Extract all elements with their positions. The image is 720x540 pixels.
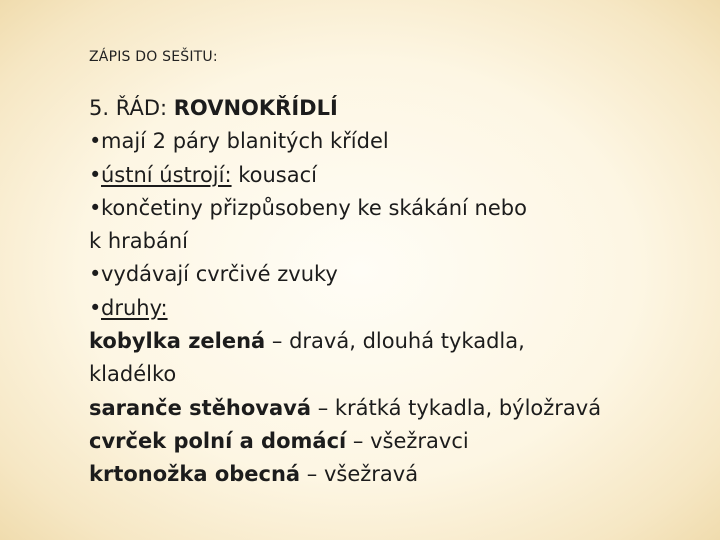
bullet-icon: • xyxy=(89,295,102,320)
bullet-text: kousací xyxy=(231,162,317,187)
bullet-continuation: k hrabání xyxy=(89,229,188,254)
bullet-text: končetiny přizpůsobeny ke skákání nebo xyxy=(101,195,527,220)
bullet-icon: • xyxy=(89,162,102,187)
bullet-label: druhy: xyxy=(101,295,168,320)
species-name: cvrček polní a domácí xyxy=(89,428,347,453)
bullet-icon: • xyxy=(89,262,102,287)
bullet-item xyxy=(89,192,699,225)
bullet-label: ústní ústrojí: xyxy=(101,162,232,187)
species-item xyxy=(89,458,699,491)
species-item xyxy=(89,392,699,425)
species-item xyxy=(89,425,699,458)
slide-content xyxy=(89,92,699,492)
bullet-text: vydávají cvrčivé zvuky xyxy=(101,262,338,287)
bullet-text: mají 2 páry blanitých křídel xyxy=(101,129,389,154)
species-description: – dravá, dlouhá tykadla, xyxy=(265,329,525,354)
bullet-item xyxy=(89,258,699,291)
species-name: saranče stěhovavá xyxy=(89,395,312,420)
bullet-item xyxy=(89,159,699,192)
bullet-icon: • xyxy=(89,129,102,154)
species-name: krtonožka obecná xyxy=(89,462,301,487)
species-item xyxy=(89,325,699,358)
bullet-icon: • xyxy=(89,195,102,220)
species-description: – všežravci xyxy=(346,428,469,453)
bullet-item xyxy=(89,292,699,325)
species-description: – krátká tykadla, býložravá xyxy=(311,395,602,420)
species-description: – všežravá xyxy=(300,462,419,487)
bullet-item xyxy=(89,125,699,158)
order-name: ROVNOKŘÍDLÍ xyxy=(173,96,338,120)
order-heading xyxy=(89,92,699,125)
species-description-continuation: kladélko xyxy=(89,362,177,387)
order-number: 5. ŘÁD: xyxy=(89,96,174,120)
notebook-note: ZÁPIS DO SEŠITU: xyxy=(89,49,218,65)
species-name: kobylka zelená xyxy=(89,329,266,354)
